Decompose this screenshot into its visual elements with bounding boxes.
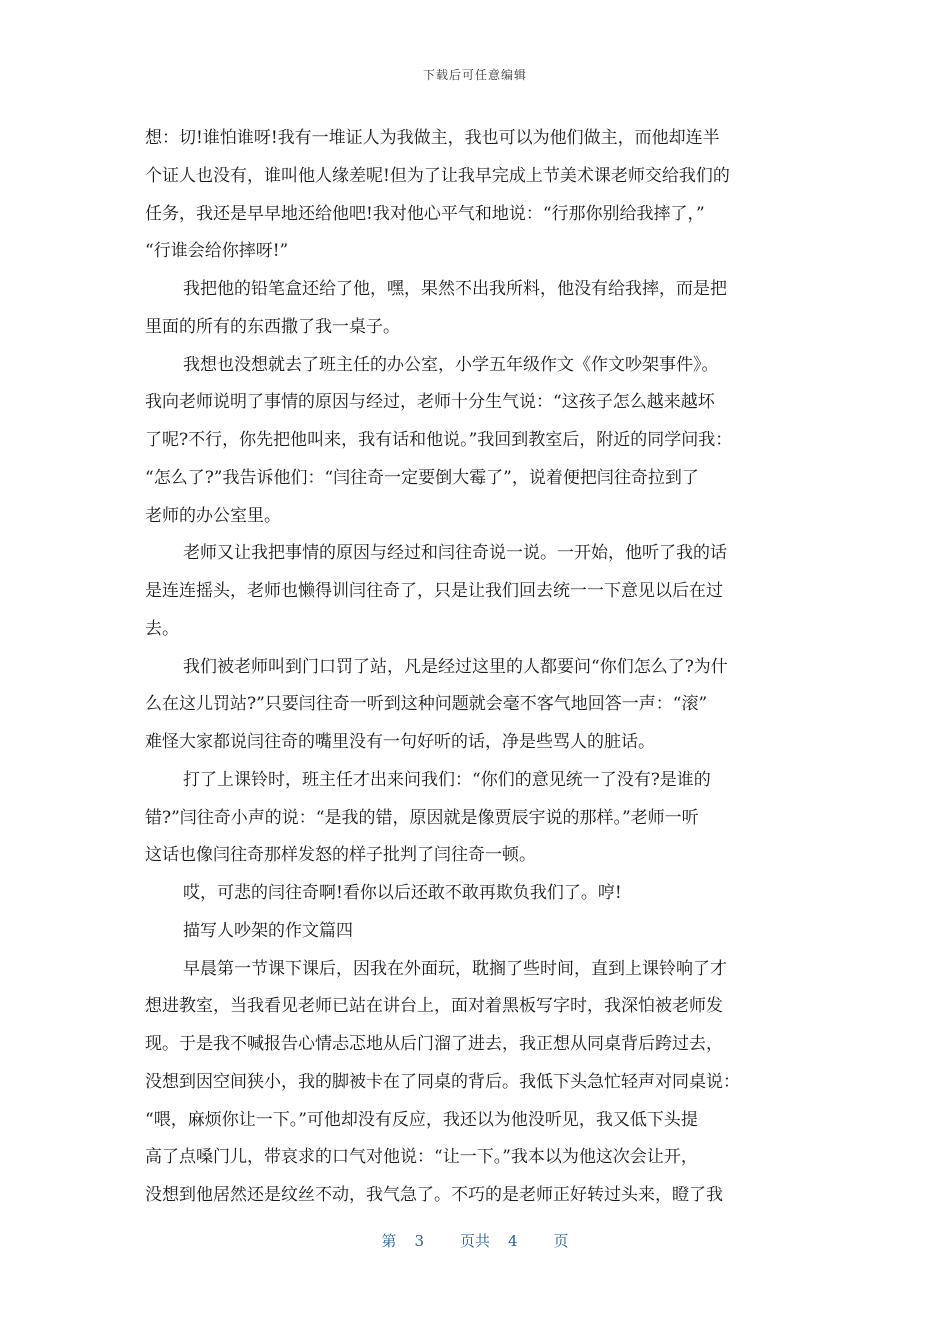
text-line: 高了点嗓门儿，带哀求的口气对他说：“让一下。”我本以为他这次会让开， (145, 1147, 698, 1168)
text-line: 难怪大家都说闫往奇的嘴里没有一句好听的话，净是些骂人的脏话。 (145, 732, 655, 752)
text-line: 描写人吵架的作文篇四 (183, 920, 353, 941)
text-line: 是连连摇头，老师也懒得训闫往奇了，只是让我们回去统一一下意见以后在过 (145, 581, 723, 601)
text-line: 这话也像闫往奇那样发怒的样子批判了闫往奇一顿。 (145, 845, 536, 866)
text-line: 哎，可悲的闫往奇啊!看你以后还敢不敢再欺负我们了。哼! (183, 883, 622, 903)
footer-suffix: 页 (553, 1232, 569, 1250)
page-footer (0, 1230, 950, 1251)
text-line: 了呢?不行，你先把他叫来，我有话和他说。”我回到教室后，附近的同学问我： (145, 430, 733, 450)
text-line: 去。 (145, 618, 179, 639)
text-line: 没想到他居然还是纹丝不动，我气急了。不巧的是老师正好转过头来，瞪了我 (145, 1185, 723, 1205)
text-line: 任务，我还是早早地还给他吧!我对他心平气和地说：“行那你别给我摔了，” (145, 203, 705, 224)
footer-middle: 页共 (459, 1232, 490, 1250)
text-line: 没想到因空间狭小，我的脚被卡在了同桌的背后。我低下头急忙轻声对同桌说： (145, 1071, 740, 1092)
text-line: 我把他的铅笔盒还给了他，嘿，果然不出我所料，他没有给我摔，而是把 (183, 279, 727, 299)
text-line: “怎么了?”我告诉他们：“闫往奇一定要倒大霉了”，说着便把闫往奇拉到了 (145, 467, 699, 488)
text-line: 老师的办公室里。 (145, 505, 281, 526)
footer-total-pages: 4 (508, 1232, 518, 1250)
footer-current-page: 3 (414, 1232, 424, 1250)
text-line: 早晨第一节课下课后，因我在外面玩，耽搁了些时间，直到上课铃响了才 (183, 958, 727, 979)
text-line: 我想也没想就去了班主任的办公室，小学五年级作文《作文吵架事件》。 (183, 354, 719, 375)
footer-prefix: 第 (381, 1232, 397, 1250)
text-line: 么在这儿罚站?”只要闫往奇一听到这种问题就会毫不客气地回答一声：“滚” (145, 694, 708, 715)
text-line: 想进教室，当我看见老师已站在讲台上，面对着黑板写字时，我深怕被老师发 (145, 996, 723, 1017)
text-line: “喂，麻烦你让一下。”可他却没有反应，我还以为他没听见，我又低下头提 (145, 1109, 698, 1130)
document-body (145, 120, 807, 1215)
page-header: 下载后可任意编辑 (422, 68, 527, 82)
text-line: 我向老师说明了事情的原因与经过，老师十分生气说：“这孩子怎么越来越坏 (145, 392, 715, 413)
text-line: 想：切!谁怕谁呀!我有一堆证人为我做主，我也可以为他们做主，而他却连半 (145, 128, 720, 148)
text-line: 老师又让我把事情的原因与经过和闫往奇说一说。一开始，他听了我的话 (183, 543, 727, 564)
text-line: 里面的所有的东西撒了我一桌子。 (145, 316, 400, 337)
text-line: 我们被老师叫到门口罚了站，凡是经过这里的人都要问“你们怎么了?为什 (183, 656, 728, 677)
text-line: 错?”闫往奇小声的说：“是我的错，原因就是像贾辰宇说的那样。”老师一听 (145, 807, 699, 828)
text-line: “行谁会给你摔呀!” (145, 241, 289, 262)
text-line: 打了上课铃时，班主任才出来问我们：“你们的意见统一了没有?是谁的 (183, 769, 711, 790)
text-line: 个证人也没有，谁叫他人缘差呢!但为了让我早完成上节美术课老师交给我们的 (145, 165, 730, 186)
text-line: 现。于是我不喊报告心情忐忑地从后门溜了进去，我正想从同桌背后跨过去， (145, 1034, 723, 1054)
